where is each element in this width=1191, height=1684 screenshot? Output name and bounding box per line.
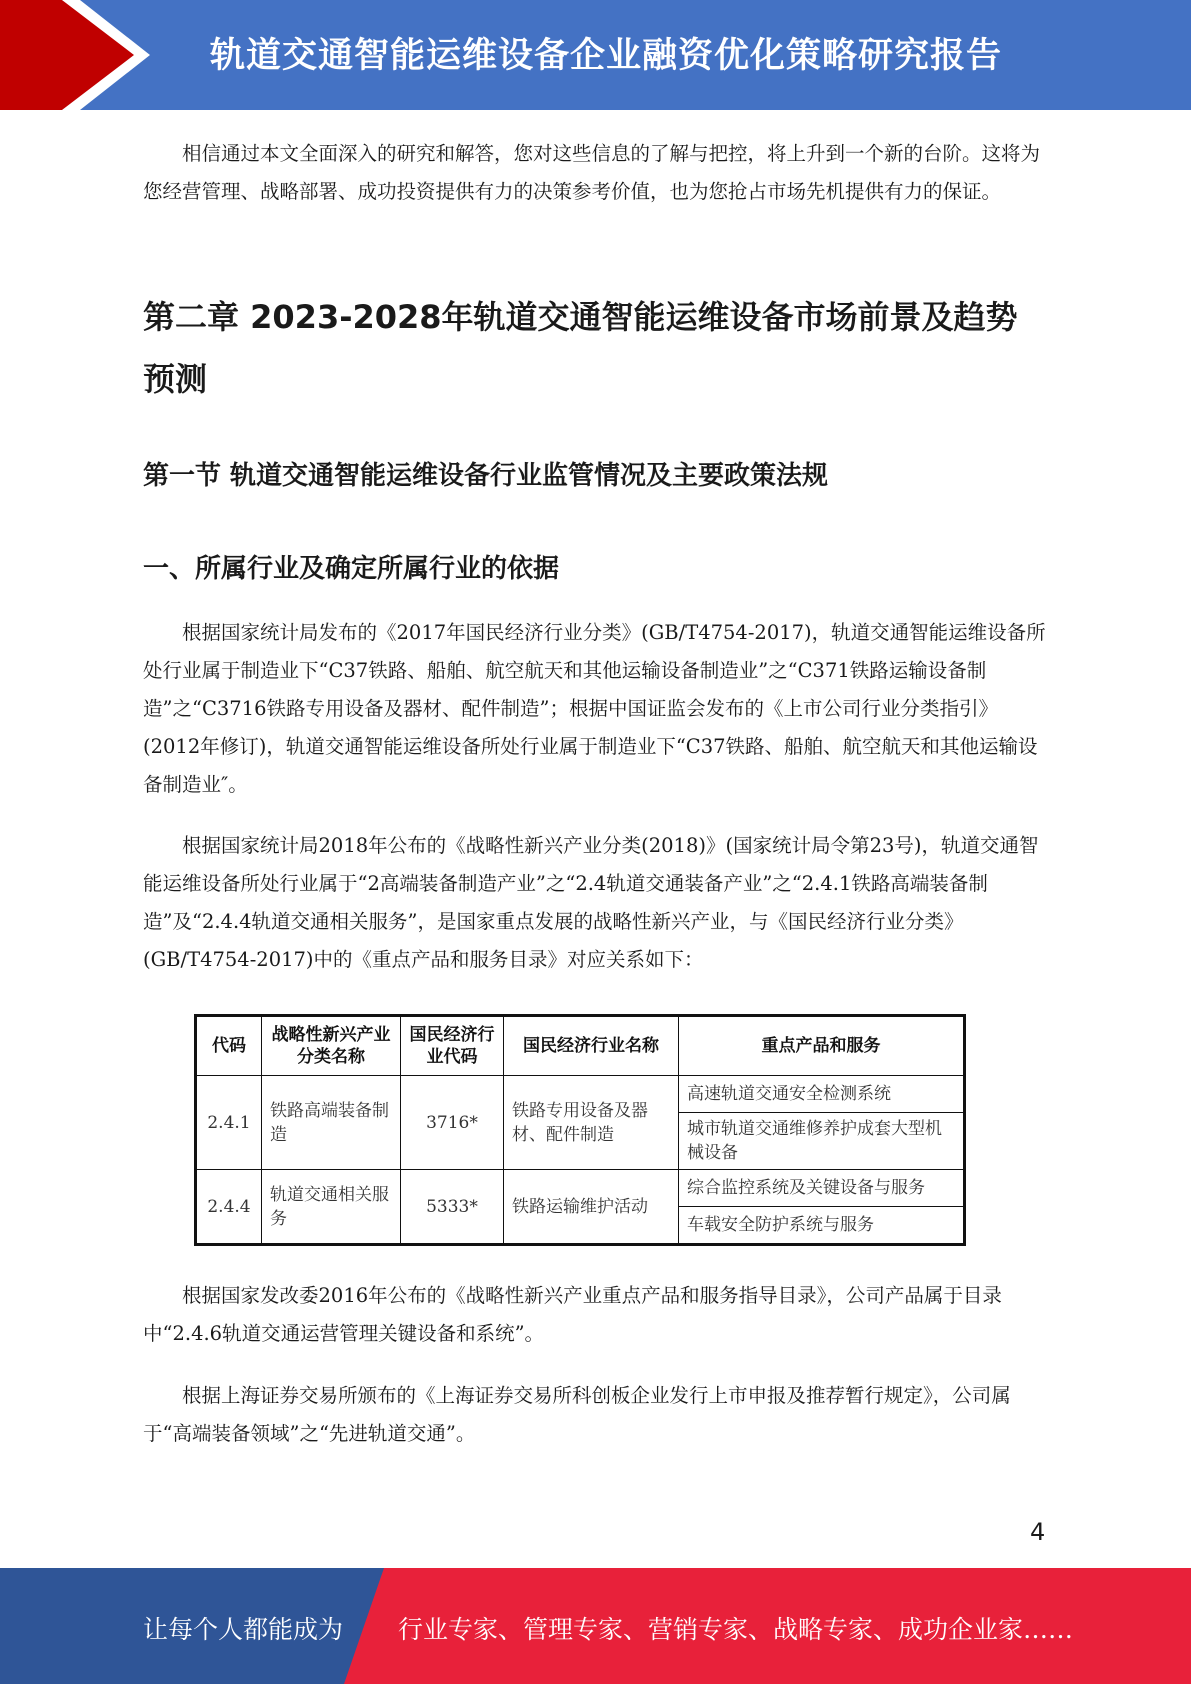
cell-strategic-name: 铁路高端装备制造 — [262, 1076, 401, 1170]
intro-paragraph: 相信通过本文全面深入的研究和解答，您对这些信息的了解与把控，将上升到一个新的台阶。这将为您经营管理、战略部署、成功投资提供有力的决策参考价值，也为您抢占市场先机提供有力的保证。 — [143, 142, 1041, 203]
cell-product: 车载安全防护系统与服务 — [679, 1207, 965, 1245]
column-header-products: 重点产品和服务 — [679, 1016, 965, 1076]
cell-industry-code: 5333* — [401, 1170, 504, 1245]
paragraph-sse-star-market: 根据上海证券交易所颁布的《上海证券交易所科创板企业发行上市申报及推荐暂行规定》，公司属于“高端装备领域”之“先进轨道交通”。 — [143, 1384, 1011, 1445]
column-header-industry-code: 国民经济行业代码 — [401, 1016, 504, 1076]
cell-code: 2.4.1 — [196, 1076, 262, 1170]
paragraph-ndrc-directory: 根据国家发改委2016年公布的《战略性新兴产业重点产品和服务指导目录》，公司产品属于目录中“2.4.6轨道交通运营管理关键设备和系统”。 — [143, 1284, 1002, 1345]
column-header-code: 代码 — [196, 1016, 262, 1076]
table-row — [196, 1076, 965, 1113]
table-header-row — [196, 1016, 965, 1076]
industry-mapping-table — [194, 1014, 966, 1246]
page-header — [0, 0, 1191, 110]
report-title: 轨道交通智能运维设备企业融资优化策略研究报告 — [210, 36, 1003, 76]
chapter-title: 第二章 2023-2028年轨道交通智能运维设备市场前景及趋势预测 — [143, 298, 1018, 398]
page-footer — [0, 1568, 1191, 1684]
page-number: 4 — [1030, 1518, 1046, 1546]
footer-slogan-right: 行业专家、管理专家、营销专家、战略专家、成功企业家…… — [398, 1615, 1074, 1644]
cell-industry-name: 铁路运输维护活动 — [504, 1170, 679, 1245]
cell-code: 2.4.4 — [196, 1170, 262, 1245]
cell-product: 城市轨道交通维修养护成套大型机械设备 — [679, 1113, 965, 1170]
paragraph-industry-classification: 根据国家统计局发布的《2017年国民经济行业分类》(GB/T4754-2017)，轨道交通智能运维设备所处行业属于制造业下“C37铁路、船舶、航空航天和其他运输设备制造业”之“C371铁路运输设备制造”之“C3716铁路专用设备及器材、配件制造”；根据中国证监会发布的《上市公司行业分类指引》(2012年修订)，轨道交通智能运维设备所处行业属于制造业下“C37铁路、船舶、航空航天和其他运输设备制造业″。 — [143, 621, 1046, 796]
column-header-strategic-name: 战略性新兴产业分类名称 — [262, 1016, 401, 1076]
section-title: 第一节 轨道交通智能运维设备行业监管情况及主要政策法规 — [143, 461, 829, 491]
cell-industry-code: 3716* — [401, 1076, 504, 1170]
cell-product: 综合监控系统及关键设备与服务 — [679, 1170, 965, 1207]
column-header-industry-name: 国民经济行业名称 — [504, 1016, 679, 1076]
cell-industry-name: 铁路专用设备及器材、配件制造 — [504, 1076, 679, 1170]
subsection-title: 一、所属行业及确定所属行业的依据 — [143, 554, 560, 584]
paragraph-strategic-industry: 根据国家统计局2018年公布的《战略性新兴产业分类(2018)》(国家统计局令第23号)，轨道交通智能运维设备所处行业属于“2高端装备制造产业”之“2.4轨道交通装备产业”之“2.4.1铁路高端装备制造”及“2.4.4轨道交通相关服务”，是国家重点发展的战略性新兴产业，与《国民经济行业分类》(GB/T4754-2017)中的《重点产品和服务目录》对应关系如下： — [143, 834, 1039, 971]
table-row — [196, 1170, 965, 1207]
cell-strategic-name: 轨道交通相关服务 — [262, 1170, 401, 1245]
cell-product: 高速轨道交通安全检测系统 — [679, 1076, 965, 1113]
footer-slogan-left: 让每个人都能成为 — [143, 1615, 344, 1644]
